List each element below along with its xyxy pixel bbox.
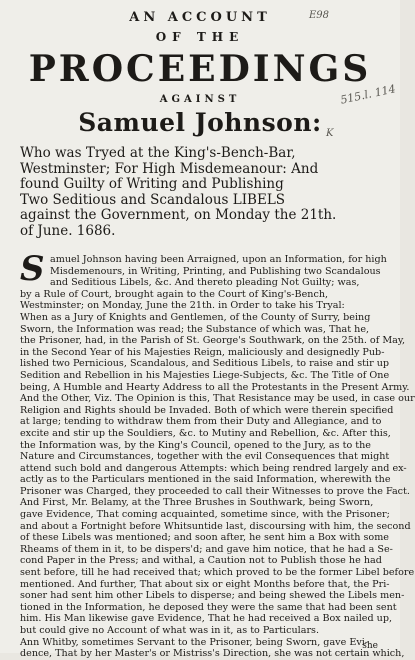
body-line: Rheams of them in it, to be dispers'd; and gave him notice, that he had a Se- xyxy=(20,543,393,555)
subtitle-line: of June. 1686. xyxy=(20,222,116,239)
subtitle-line: Who was Tryed at the King's-Bench-Bar, xyxy=(20,145,296,161)
body-line: soner had sent him other Libels to disperse; and being shewed the Libels men- xyxy=(20,590,405,602)
catchword: she xyxy=(362,641,378,651)
subtitle-line: against the Government, on Monday the 21th. xyxy=(20,207,337,223)
body-line: the Information was, by the King's Council, opened to the Jury, as to the xyxy=(20,439,371,451)
subtitle-line: Two Seditious and Scandalous LIBELS xyxy=(20,191,286,208)
body-line: Ann Whitby, sometimes Servant to the Prisoner, being Sworn, gave Evi- xyxy=(20,636,369,648)
body-line: And the Other, Viz. The Opinion is this, That Resistance may be used, in case our xyxy=(20,393,415,405)
body-line: Sedition and Rebellion in his Majesties Liege-Subjects, &c. The Title of One xyxy=(20,369,390,381)
body-line: Prisoner was Charged, they proceeded to call their Witnesses to prove the Fact. xyxy=(20,485,410,497)
handwritten-mark: K xyxy=(326,128,334,139)
body-line: tioned in the Information, he deposed they were the same that had been sent xyxy=(20,601,397,613)
body-line: Nature and Circumstances, together with the evil Consequences that might xyxy=(20,451,390,463)
body-line: and about a Fortnight before Whitsuntide last, discoursing with him, the second xyxy=(20,520,411,532)
body-line: being, A Humble and Hearty Address to all the Protestants in the Present Army. xyxy=(20,381,410,393)
body-line: and Seditious Libels, &c. And thereto pleading Not Guilty; was, xyxy=(50,277,360,289)
title-line-proceedings: PROCEEDINGS xyxy=(28,48,372,90)
title-line-account: AN ACCOUNT xyxy=(129,10,271,25)
body-line: in the Second Year of his Majesties Reign, maliciously and designedly Pub- xyxy=(20,346,385,358)
body-line: Westminster; on Monday, June the 21th. in Order to take his Tryal: xyxy=(20,300,345,312)
subtitle-line: Westminster; For High Misdemeanour: And xyxy=(20,160,319,177)
body-line: amuel Johnson having been Arraigned, upon an Information, for high xyxy=(50,254,387,265)
body-text xyxy=(20,249,415,660)
body-line: sent before, till he had received that; which proved to be the former Libel before xyxy=(20,567,415,579)
title-line-against: AGAINST xyxy=(159,94,241,105)
body-line: When as a Jury of Knights and Gentlemen, of the County of Surry, being xyxy=(20,311,371,323)
body-line: actly as to the Particulars mentioned in the said Information, wherewith the xyxy=(20,474,391,486)
handwritten-number: E98 xyxy=(309,10,330,21)
body-line: lished two Pernicious, Scandalous, and Seditious Libels, to raise and stir up xyxy=(20,358,390,370)
body-line: the Prisoner, had, in the Parish of St. George's Southwark, on the 25th. of May, xyxy=(20,335,406,347)
drop-cap: S xyxy=(20,249,45,289)
body-line: but could give no Account of what was in it, as to Particulars. xyxy=(20,625,320,636)
subtitle-block xyxy=(20,146,372,239)
body-line: cond Paper in the Press; and withal, a Caution not to Publish those he had xyxy=(20,555,382,567)
body-line: by a Rule of Court, brought again to the Court of King's-Bench, xyxy=(20,288,329,300)
body-line: And First, Mr. Belamy, at the Three Brushes in Southwark, being Sworn, xyxy=(20,497,374,509)
body-line: mentioned. And further, That about six or eight Months before that, the Pri- xyxy=(20,578,390,590)
body-line: attend such bold and dangerous Attempts: which being rendred largely and ex- xyxy=(20,462,407,474)
body-line: at large; tending to withdraw them from their Duty and Allegiance, and to xyxy=(20,416,382,428)
body-line: Sworn, the Information was read; the Substance of which was, That he, xyxy=(20,323,370,335)
title-line-of-the: OF THE xyxy=(155,30,245,44)
body-line: him. His Man likewise gave Evidence, That he had received a Box nailed up, xyxy=(20,613,393,625)
body-line: Misdemenours, in Writing, Printing, and Publishing two Scandalous xyxy=(50,265,381,277)
body-line: of these Libels was mentioned; and soon after, he sent him a Box with some xyxy=(20,532,389,544)
body-line: gave Evidence, That coming acquainted, sometime since, with the Prisoner; xyxy=(20,509,390,521)
subtitle-line: found Guilty of Writing and Publishing xyxy=(20,176,284,192)
body-line: Religion and Rights should be Invaded. Both of which were therein specified xyxy=(20,404,394,416)
body-lines xyxy=(20,249,415,660)
handwritten-shelfmark: 515.l. 114 xyxy=(339,82,397,107)
body-line: dence, That by her Master's or Mistriss's Direction, she was not certain which, xyxy=(20,648,405,660)
title-line-name: Samuel Johnson: xyxy=(78,108,322,137)
body-line: excite and stir up the Souldiers, &c. to Mutiny and Rebellion, &c. After this, xyxy=(20,427,391,439)
